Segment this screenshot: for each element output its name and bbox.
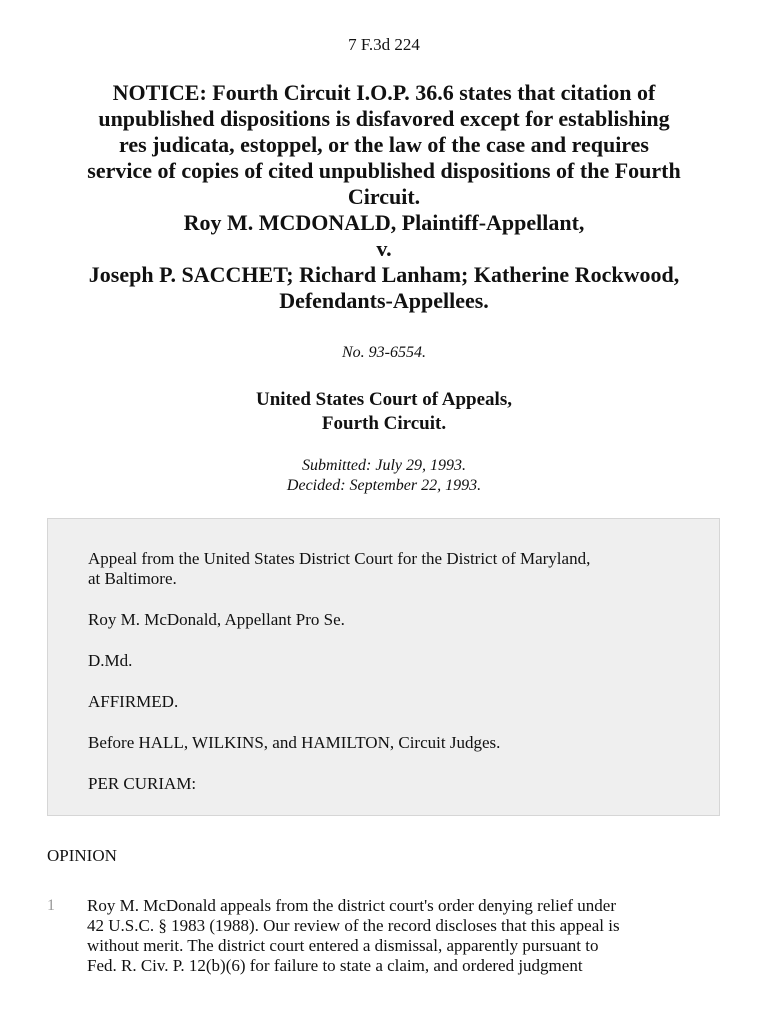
notice-line: res judicata, estoppel, or the law of the case and requires: [118, 132, 649, 157]
citation: 7 F.3d 224: [348, 35, 420, 54]
case-heading: [40, 80, 728, 314]
plaintiff: Roy M. MCDONALD, Plaintiff-Appellant,: [183, 210, 585, 235]
docket-number: No. 93-6554.: [342, 344, 426, 361]
paragraph-text: [87, 896, 727, 976]
court-name: [0, 388, 768, 436]
notice-line: NOTICE: Fourth Circuit I.O.P. 36.6 states that citation of: [112, 80, 656, 105]
court-circuit: Fourth Circuit.: [321, 413, 447, 434]
decided-date: Decided: September 22, 1993.: [286, 477, 482, 494]
notice-line: Circuit.: [347, 184, 421, 209]
counsel: Roy M. McDonald, Appellant Pro Se.: [88, 610, 345, 629]
district: D.Md.: [88, 651, 133, 670]
appeal-from-line1: Appeal from the United States District Court for the District of Maryland,: [88, 549, 591, 568]
case-info-box: [47, 518, 720, 816]
paragraph-line: Fed. R. Civ. P. 12(b)(6) for failure to state a claim, and ordered judgment: [87, 956, 583, 975]
opinion-title: OPINION: [47, 846, 117, 865]
paragraph-line: without merit. The district court entered a dismissal, apparently pursuant to: [87, 936, 599, 955]
appeal-from: [88, 549, 679, 589]
judges: Before HALL, WILKINS, and HAMILTON, Circuit Judges.: [88, 733, 501, 752]
notice-line: unpublished dispositions is disfavored except for establishing: [98, 106, 670, 131]
paragraph-number: 1: [47, 897, 55, 914]
paragraph-line: Roy M. McDonald appeals from the district court's order denying relief under: [87, 896, 616, 915]
defendants-role: Defendants-Appellees.: [279, 288, 489, 313]
notice-line: service of copies of cited unpublished dispositions of the Fourth: [87, 158, 681, 183]
court-line: United States Court of Appeals,: [256, 389, 512, 410]
case-dates: [0, 456, 768, 496]
submitted-date: Submitted: July 29, 1993.: [302, 457, 466, 474]
defendants: Joseph P. SACCHET; Richard Lanham; Katherine Rockwood,: [88, 262, 680, 287]
per-curiam: PER CURIAM:: [88, 774, 197, 793]
disposition: AFFIRMED.: [88, 692, 179, 711]
appeal-from-line2: at Baltimore.: [88, 569, 177, 588]
paragraph-line: 42 U.S.C. § 1983 (1988). Our review of the record discloses that this appeal is: [87, 916, 620, 935]
versus: v.: [376, 236, 392, 261]
